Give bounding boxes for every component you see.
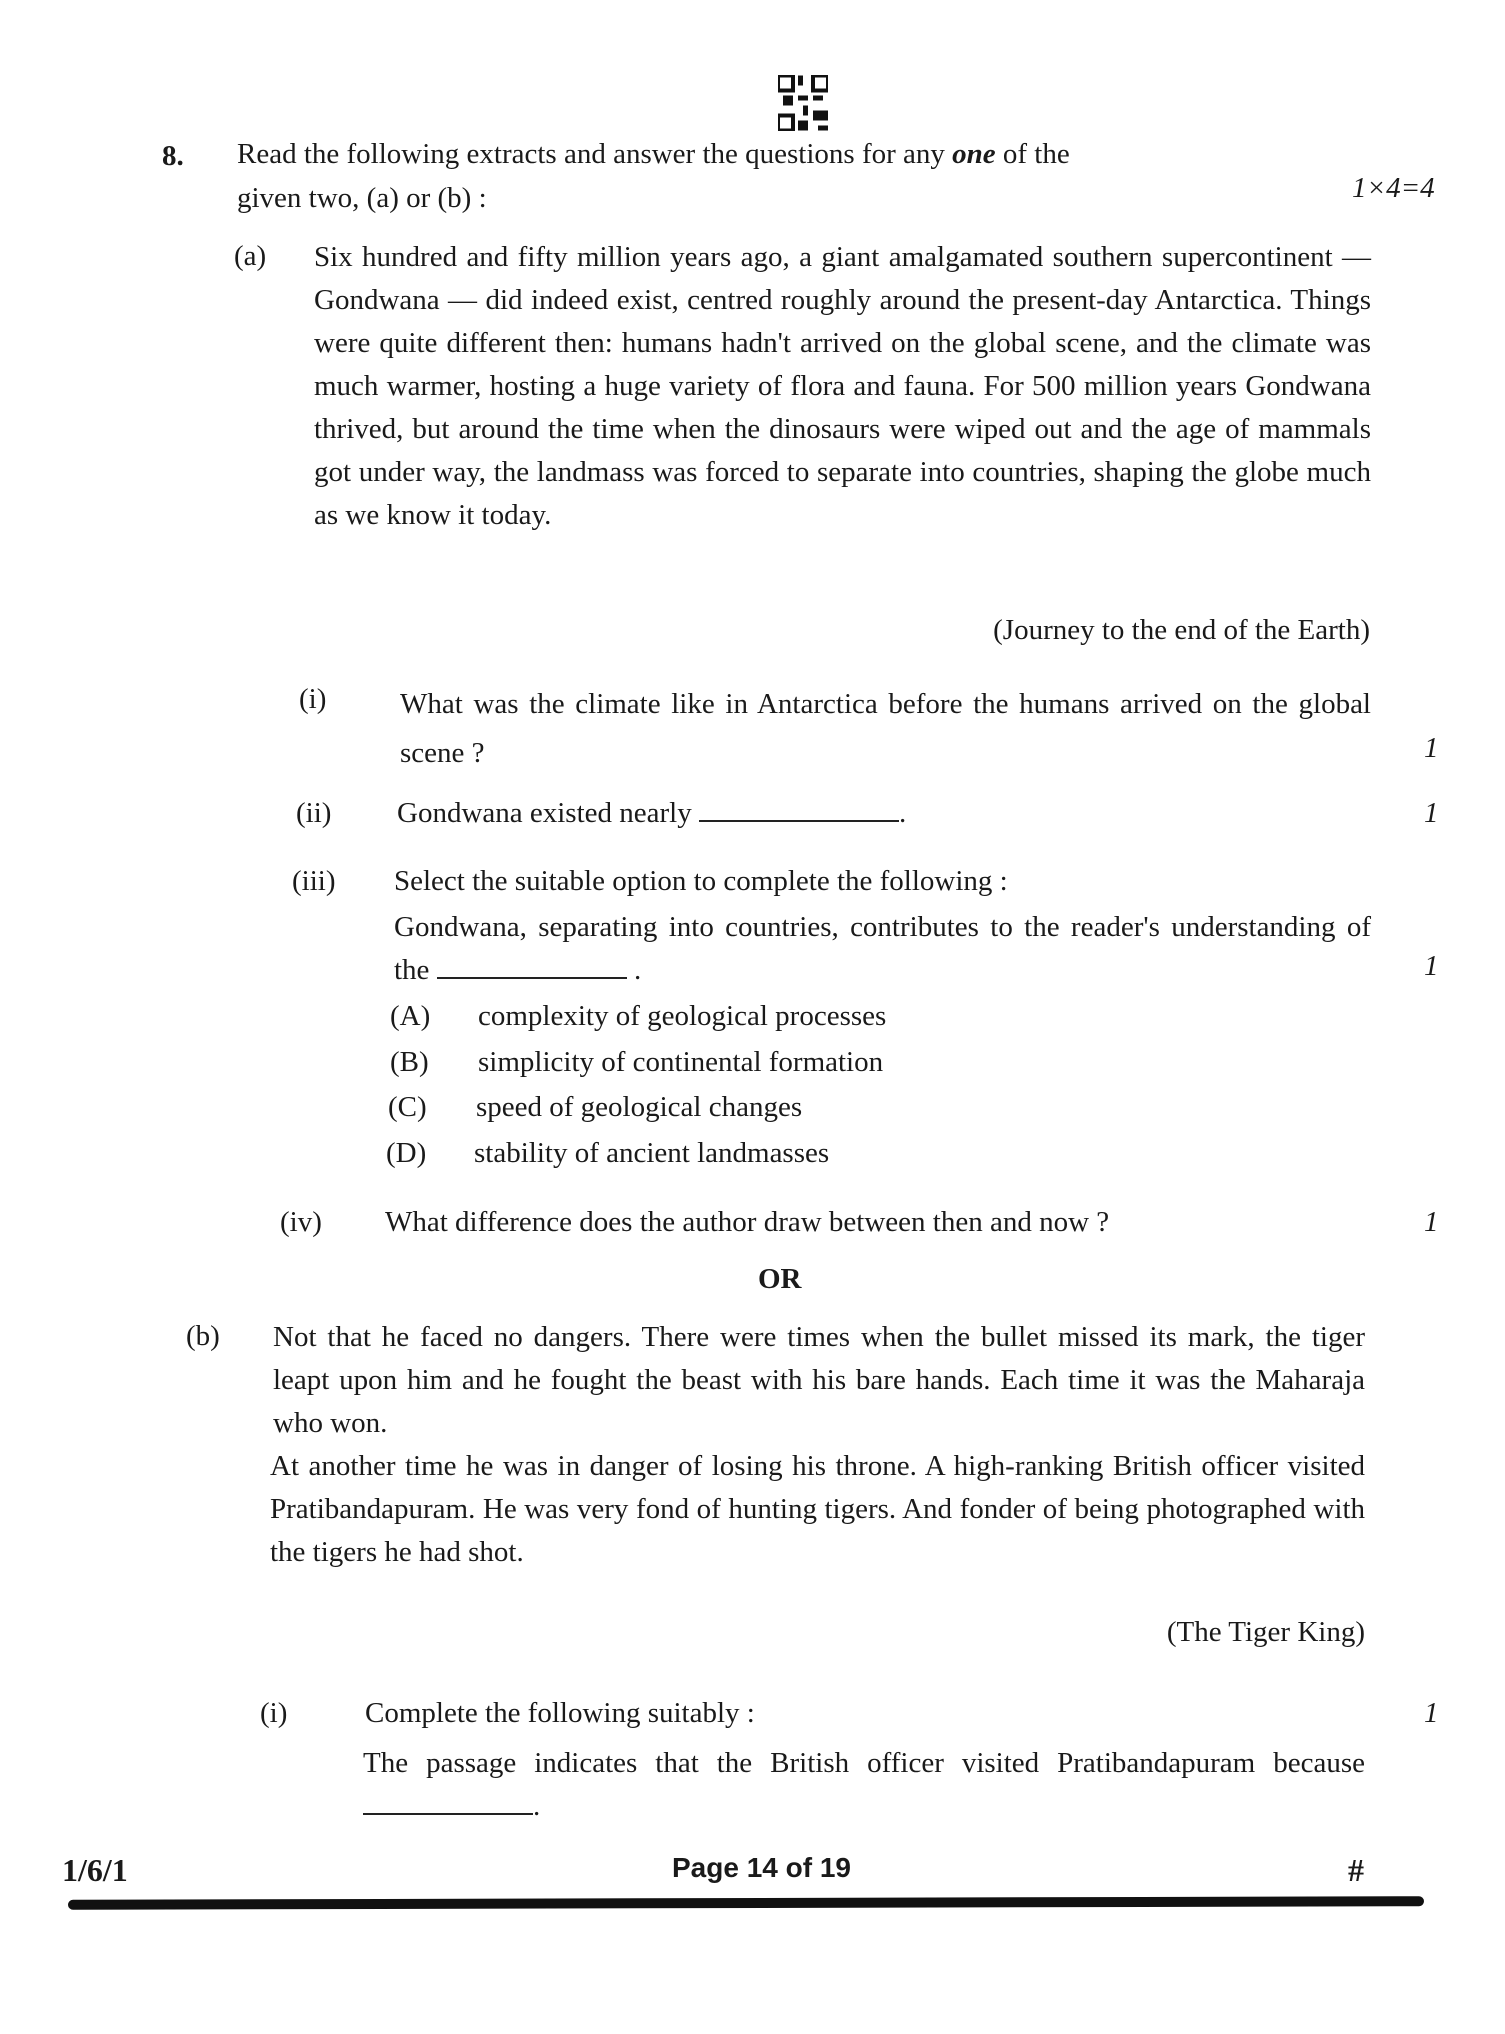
- option-a-label: (A): [390, 1000, 431, 1032]
- part-a-source: (Journey to the end of the Earth): [993, 614, 1370, 646]
- q-b-i-stem: The passage indicates that the British officer visited Pratibandapuram because: [363, 1747, 1365, 1779]
- part-a-passage: Six hundred and fifty million years ago, a giant amalgamated southern supercontinent — Gondwana — did indeed exist, centred roughly around the present-day Antarctica. Things were quite different then: humans hadn't arrived on the global scene, and the climate was much warmer, hosting a huge variety of flora and fauna. For 500 million years Gondwana thrived, but around the time when the dinosaurs were wiped out and the age of mammals got under way, the landmass was forced to separate into countries, shaping the globe much as we know it today.: [314, 241, 1371, 531]
- option-c-label: (C): [388, 1091, 427, 1123]
- q-a-i-text: What was the climate like in Antarctica before the humans arrived on the global scene ?: [400, 688, 1371, 769]
- footer-symbol: #: [1348, 1852, 1364, 1888]
- q-a-iii-stem: Gondwana, separating into countries, contributes to the reader's understanding of the: [394, 911, 1371, 986]
- q-a-iv-text: What difference does the author draw between then and now ?: [385, 1206, 1110, 1238]
- part-b-source: (The Tiger King): [1166, 1616, 1365, 1648]
- q-b-i-tail: .: [533, 1790, 541, 1822]
- q-a-ii-stem: Gondwana existed nearly: [397, 797, 692, 829]
- option-b-label: (B): [390, 1046, 429, 1078]
- part-b-passage-1: Not that he faced no dangers. There were times when the bullet missed its mark, the tiger leapt upon him and he fought the beast with his bare hands. Each time it was the Maharaja who won.: [273, 1321, 1365, 1439]
- q-a-iv-label: (iv): [280, 1206, 322, 1238]
- option-d-label: (D): [386, 1137, 427, 1169]
- part-b-passage-2: At another time he was in danger of losing his throne. A high-ranking British officer visited Pratibandapuram. He was very fond of hunting tigers. And fonder of being photographed with the tigers he had shot.: [270, 1450, 1365, 1568]
- answer-blank: [363, 1791, 533, 1815]
- option-a-text: complexity of geological processes: [478, 1000, 887, 1032]
- instruction-text: Read the following extracts and answer the questions for any: [237, 138, 953, 170]
- part-b-label: (b): [186, 1320, 220, 1352]
- q-b-i-label: (i): [260, 1697, 288, 1729]
- q-a-ii-mark: 1: [1424, 797, 1439, 829]
- question-instruction: [237, 138, 1371, 171]
- q-a-ii-tail: .: [898, 797, 907, 829]
- q-a-iii-mark: 1: [1424, 950, 1439, 982]
- instruction-text-end: of the: [995, 138, 1070, 170]
- page-number: Page 14 of 19: [672, 1852, 851, 1883]
- q-a-iii-line1: Select the suitable option to complete the following :: [394, 865, 1008, 897]
- q-b-i-line1: Complete the following suitably :: [365, 1697, 755, 1729]
- or-divider: OR: [758, 1263, 802, 1295]
- answer-blank: [699, 798, 899, 822]
- instruction-emphasis: one: [952, 138, 996, 170]
- option-c-text: speed of geological changes: [476, 1091, 803, 1123]
- q-a-i-label: (i): [299, 683, 327, 715]
- total-marks: 1×4=4: [1352, 172, 1435, 204]
- q-b-i-line2: [363, 1742, 1365, 1828]
- paper-code: 1/6/1: [62, 1852, 128, 1888]
- q-a-i-mark: 1: [1424, 732, 1439, 764]
- footer-rule: [68, 1896, 1424, 1910]
- answer-blank: [437, 955, 627, 979]
- q-a-iii-line2: [394, 906, 1371, 992]
- option-b-text: simplicity of continental formation: [478, 1046, 884, 1078]
- q-a-iv-mark: 1: [1424, 1206, 1439, 1238]
- option-d-text: stability of ancient landmasses: [474, 1137, 830, 1169]
- qr-code-icon: [778, 75, 828, 131]
- question-number: 8.: [162, 140, 184, 172]
- instruction-line-2: given two, (a) or (b) :: [237, 182, 487, 214]
- q-a-iii-label: (iii): [292, 865, 336, 897]
- q-a-iii-tail: .: [633, 954, 642, 986]
- part-a-label: (a): [234, 240, 267, 272]
- q-b-i-mark: 1: [1424, 1697, 1439, 1729]
- q-a-ii-text: [397, 797, 906, 830]
- q-a-ii-label: (ii): [296, 797, 332, 829]
